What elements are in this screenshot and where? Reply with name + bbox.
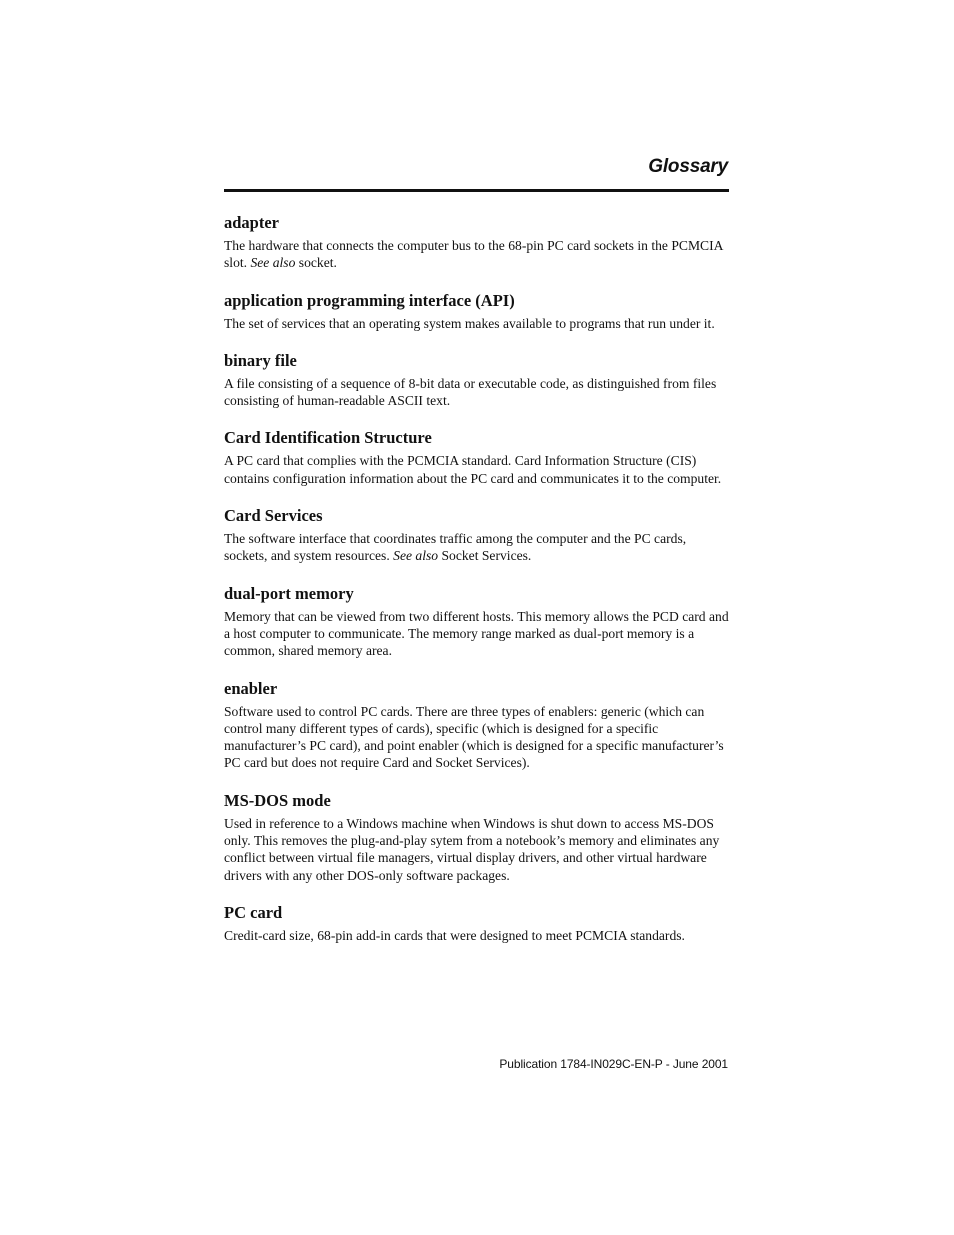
- definition-text: The hardware that connects the computer bus to the 68-pin PC card sockets in the PCMCIA slot.: [224, 238, 723, 271]
- cross-reference-label: See also: [393, 548, 439, 564]
- definition-text: Used in reference to a Windows machine when Windows is shut down to access MS-DOS only. This removes the plug-and-play sytem from a notebook’s memory and eliminates any conflict between virtual file managers, virtual display drivers, and other virtual hardware drivers with any other DOS-only software packages.: [224, 815, 720, 883]
- title-rule: [224, 189, 729, 192]
- glossary-term: MS-DOS mode: [224, 790, 331, 810]
- glossary-definition: [224, 608, 730, 660]
- glossary-definition: [224, 703, 730, 772]
- glossary-term: binary file: [224, 350, 297, 370]
- glossary-definition: [224, 530, 730, 565]
- glossary-definition: [224, 315, 730, 332]
- glossary-entry: [224, 678, 730, 772]
- definition-text: Software used to control PC cards. There are three types of enablers: generic (which can control many different types of cards), specific (which is designed for a specific manufacturer’s PC card), and point enabler (which is designed for a specific manufacturer’s PC card but does not require Card and Socket Services).: [224, 703, 724, 771]
- glossary-term: dual-port memory: [224, 583, 354, 603]
- glossary-term: PC card: [224, 902, 283, 922]
- definition-text: Socket Services.: [438, 548, 532, 564]
- definition-text: The set of services that an operating system makes available to programs that run under it.: [224, 315, 715, 331]
- glossary-term: Card Identification Structure: [224, 428, 432, 448]
- glossary-definition: [224, 927, 730, 944]
- publication-footer: Publication 1784-IN029C-EN-P - June 2001: [499, 1057, 728, 1071]
- glossary-term: Card Services: [224, 506, 323, 526]
- glossary-entry: [224, 505, 730, 565]
- glossary-entry: [224, 583, 730, 660]
- glossary-entry: [224, 350, 730, 410]
- definition-text: A file consisting of a sequence of 8-bit data or executable code, as distinguished from files consisting of human-readable ASCII text.: [224, 375, 717, 409]
- glossary-definition: [224, 452, 730, 487]
- page-title: Glossary: [648, 156, 728, 177]
- definition-text: Credit-card size, 68-pin add-in cards that were designed to meet PCMCIA standards.: [224, 927, 685, 943]
- glossary-definition: [224, 375, 730, 410]
- definition-text: socket.: [295, 255, 337, 271]
- glossary-definition: [224, 815, 730, 884]
- definition-text: Memory that can be viewed from two different hosts. This memory allows the PCD card and a host computer to communicate. The memory range marked as dual-port memory is a common, shared memory area.: [224, 608, 729, 659]
- glossary-term: application programming interface (API): [224, 290, 515, 310]
- glossary-entry: [224, 290, 730, 332]
- cross-reference-label: See also: [250, 255, 296, 271]
- glossary-entry: [224, 902, 730, 944]
- glossary-entry: [224, 427, 730, 487]
- glossary-list: [224, 212, 730, 962]
- glossary-term: adapter: [224, 213, 279, 232]
- definition-text: The software interface that coordinates traffic among the computer and the PC cards, sockets, and system resources.: [224, 531, 687, 564]
- glossary-term: enabler: [224, 678, 278, 698]
- glossary-entry: [224, 790, 730, 884]
- glossary-definition: [224, 237, 730, 272]
- glossary-entry: [224, 212, 730, 272]
- definition-text: A PC card that complies with the PCMCIA standard. Card Information Structure (CIS) contains configuration information about the PC card and communicates it to the computer.: [224, 453, 722, 486]
